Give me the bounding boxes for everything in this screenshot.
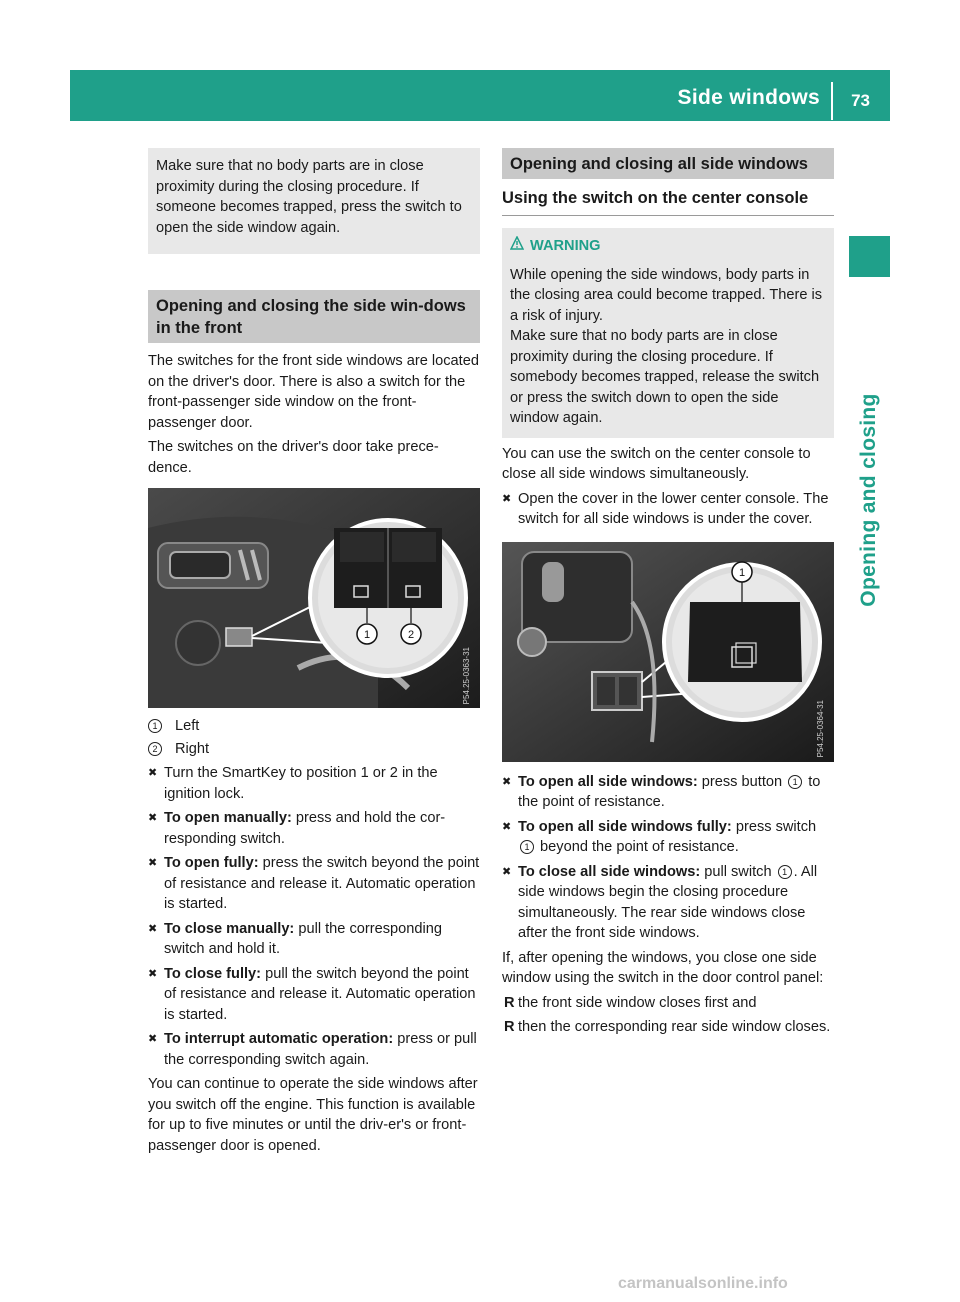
section-tab-marker [849,236,890,277]
callout-2: 2 [407,629,415,641]
header-title: Side windows [677,86,820,109]
intro-paragraph-2: The switches on the driver's door take prece-dence. [148,439,439,476]
page-number: 73 [851,91,870,110]
arrow-icon: ✖ [148,767,158,779]
warning-text-2: Make sure that no body parts are in close proximity during the closing procedure. If somebody becomes trapped, release the switch or press the switch down to open the side window again. [510,328,820,426]
warning-triangle-icon [510,236,524,257]
legend-label: Right [175,740,210,757]
callout-1: 1 [738,566,746,579]
arrow-icon: ✖ [148,1033,158,1045]
warning-text-1: While opening the side windows, body parts in the closing area could become trapped. There is a risk of injury. [510,266,823,324]
step-item: ✖ To close fully: pull the switch beyond the point of resistance and release it. Automatic operation is started. [148,965,476,1023]
step-item: ✖ To open all side windows: press button 1 to the point of resistance. [502,773,821,810]
step-item: ✖ To interrupt automatic operation: press or pull the corresponding switch again. [148,1031,477,1068]
legend-num: 1 [148,719,162,733]
image-code: P54.25-0364-31 [815,700,825,758]
subheading-center-console: Using the switch on the center console [502,179,834,216]
step-item: ✖ To open all side windows fully: press switch 1 beyond the point of resistance. [502,818,817,855]
bullet-icon: R [504,994,515,1011]
section-heading-all-windows: Opening and closing all side windows [502,148,834,179]
step-item: ✖ Open the cover in the lower center console. The switch for all side windows is under the cover. [502,490,829,527]
page-header [70,70,890,121]
right-column [502,148,834,1042]
header-separator [831,82,833,120]
warning-title: WARNING [510,236,826,257]
legend-item-right [148,739,480,760]
callout-ref: 1 [520,840,534,854]
door-switch-photo [148,488,480,708]
center-console-photo [502,542,834,762]
arrow-icon: ✖ [502,492,512,505]
step-item: ✖ To open fully: press the switch beyond the point of resistance and release it. Automatic operation is started. [148,855,480,912]
safety-note-text: Make sure that no body parts are in close proximity during the closing procedure. If someone becomes trapped, press the switch to open the side window again. [156,158,462,236]
left-column [148,148,480,1160]
legend-item-left [148,716,480,737]
step-item: ✖ To close manually: pull the corresponding switch and hold it. [148,920,442,957]
door-switch-illustration [148,488,480,708]
step-item: ✖ Turn the SmartKey to position 1 or 2 in the ignition lock. [148,765,438,802]
arrow-icon: ✖ [502,865,512,878]
bullet-item: R then the corresponding rear side window closes. [502,1017,834,1038]
legend-label: Left [175,718,200,734]
panel-paragraph: If, after opening the windows, you close one side window using the switch in the door control panel: [502,949,824,986]
warning-box [502,228,834,438]
section-heading-front-windows: Opening and closing the side win-dows in the front [148,290,480,343]
arrow-icon: ✖ [502,820,512,833]
callout-ref: 1 [778,865,792,879]
callout-ref: 1 [788,775,802,789]
closing-paragraph: You can continue to operate the side windows after you switch off the engine. This function is available for up to five minutes or until the driv-er's or front-passenger door is opened. [148,1076,478,1154]
arrow-icon: ✖ [148,967,158,980]
arrow-icon: ✖ [502,775,512,788]
bullet-icon: R [504,1019,515,1035]
arrow-icon: ✖ [148,812,158,824]
step-item: ✖ To open manually: press and hold the cor-responding switch. [148,810,446,847]
section-side-label-text: Opening and closing [856,393,880,607]
step-item: ✖ To close all side windows: pull switch 1 . All side windows begin the closing procedure simultaneously. The rear side windows close after the front side windows. [502,863,818,941]
arrow-icon: ✖ [148,922,158,935]
image-code: P54.25-0363-31 [461,646,471,704]
callout-1: 1 [363,629,371,641]
intro-paragraph: You can use the switch on the center console to close all side windows simultaneously. [502,445,811,482]
safety-note [148,148,480,254]
intro-paragraph-1: The switches for the front side windows are located on the driver's door. There is also a switch for the front-passenger side window on the front-passenger door. [148,353,479,431]
arrow-icon: ✖ [148,857,158,869]
center-console-illustration [502,542,834,762]
bullet-item: R the front side window closes first and [502,993,834,1014]
legend-num: 2 [148,742,162,756]
footer-watermark: carmanualsonline.info [618,1275,788,1292]
